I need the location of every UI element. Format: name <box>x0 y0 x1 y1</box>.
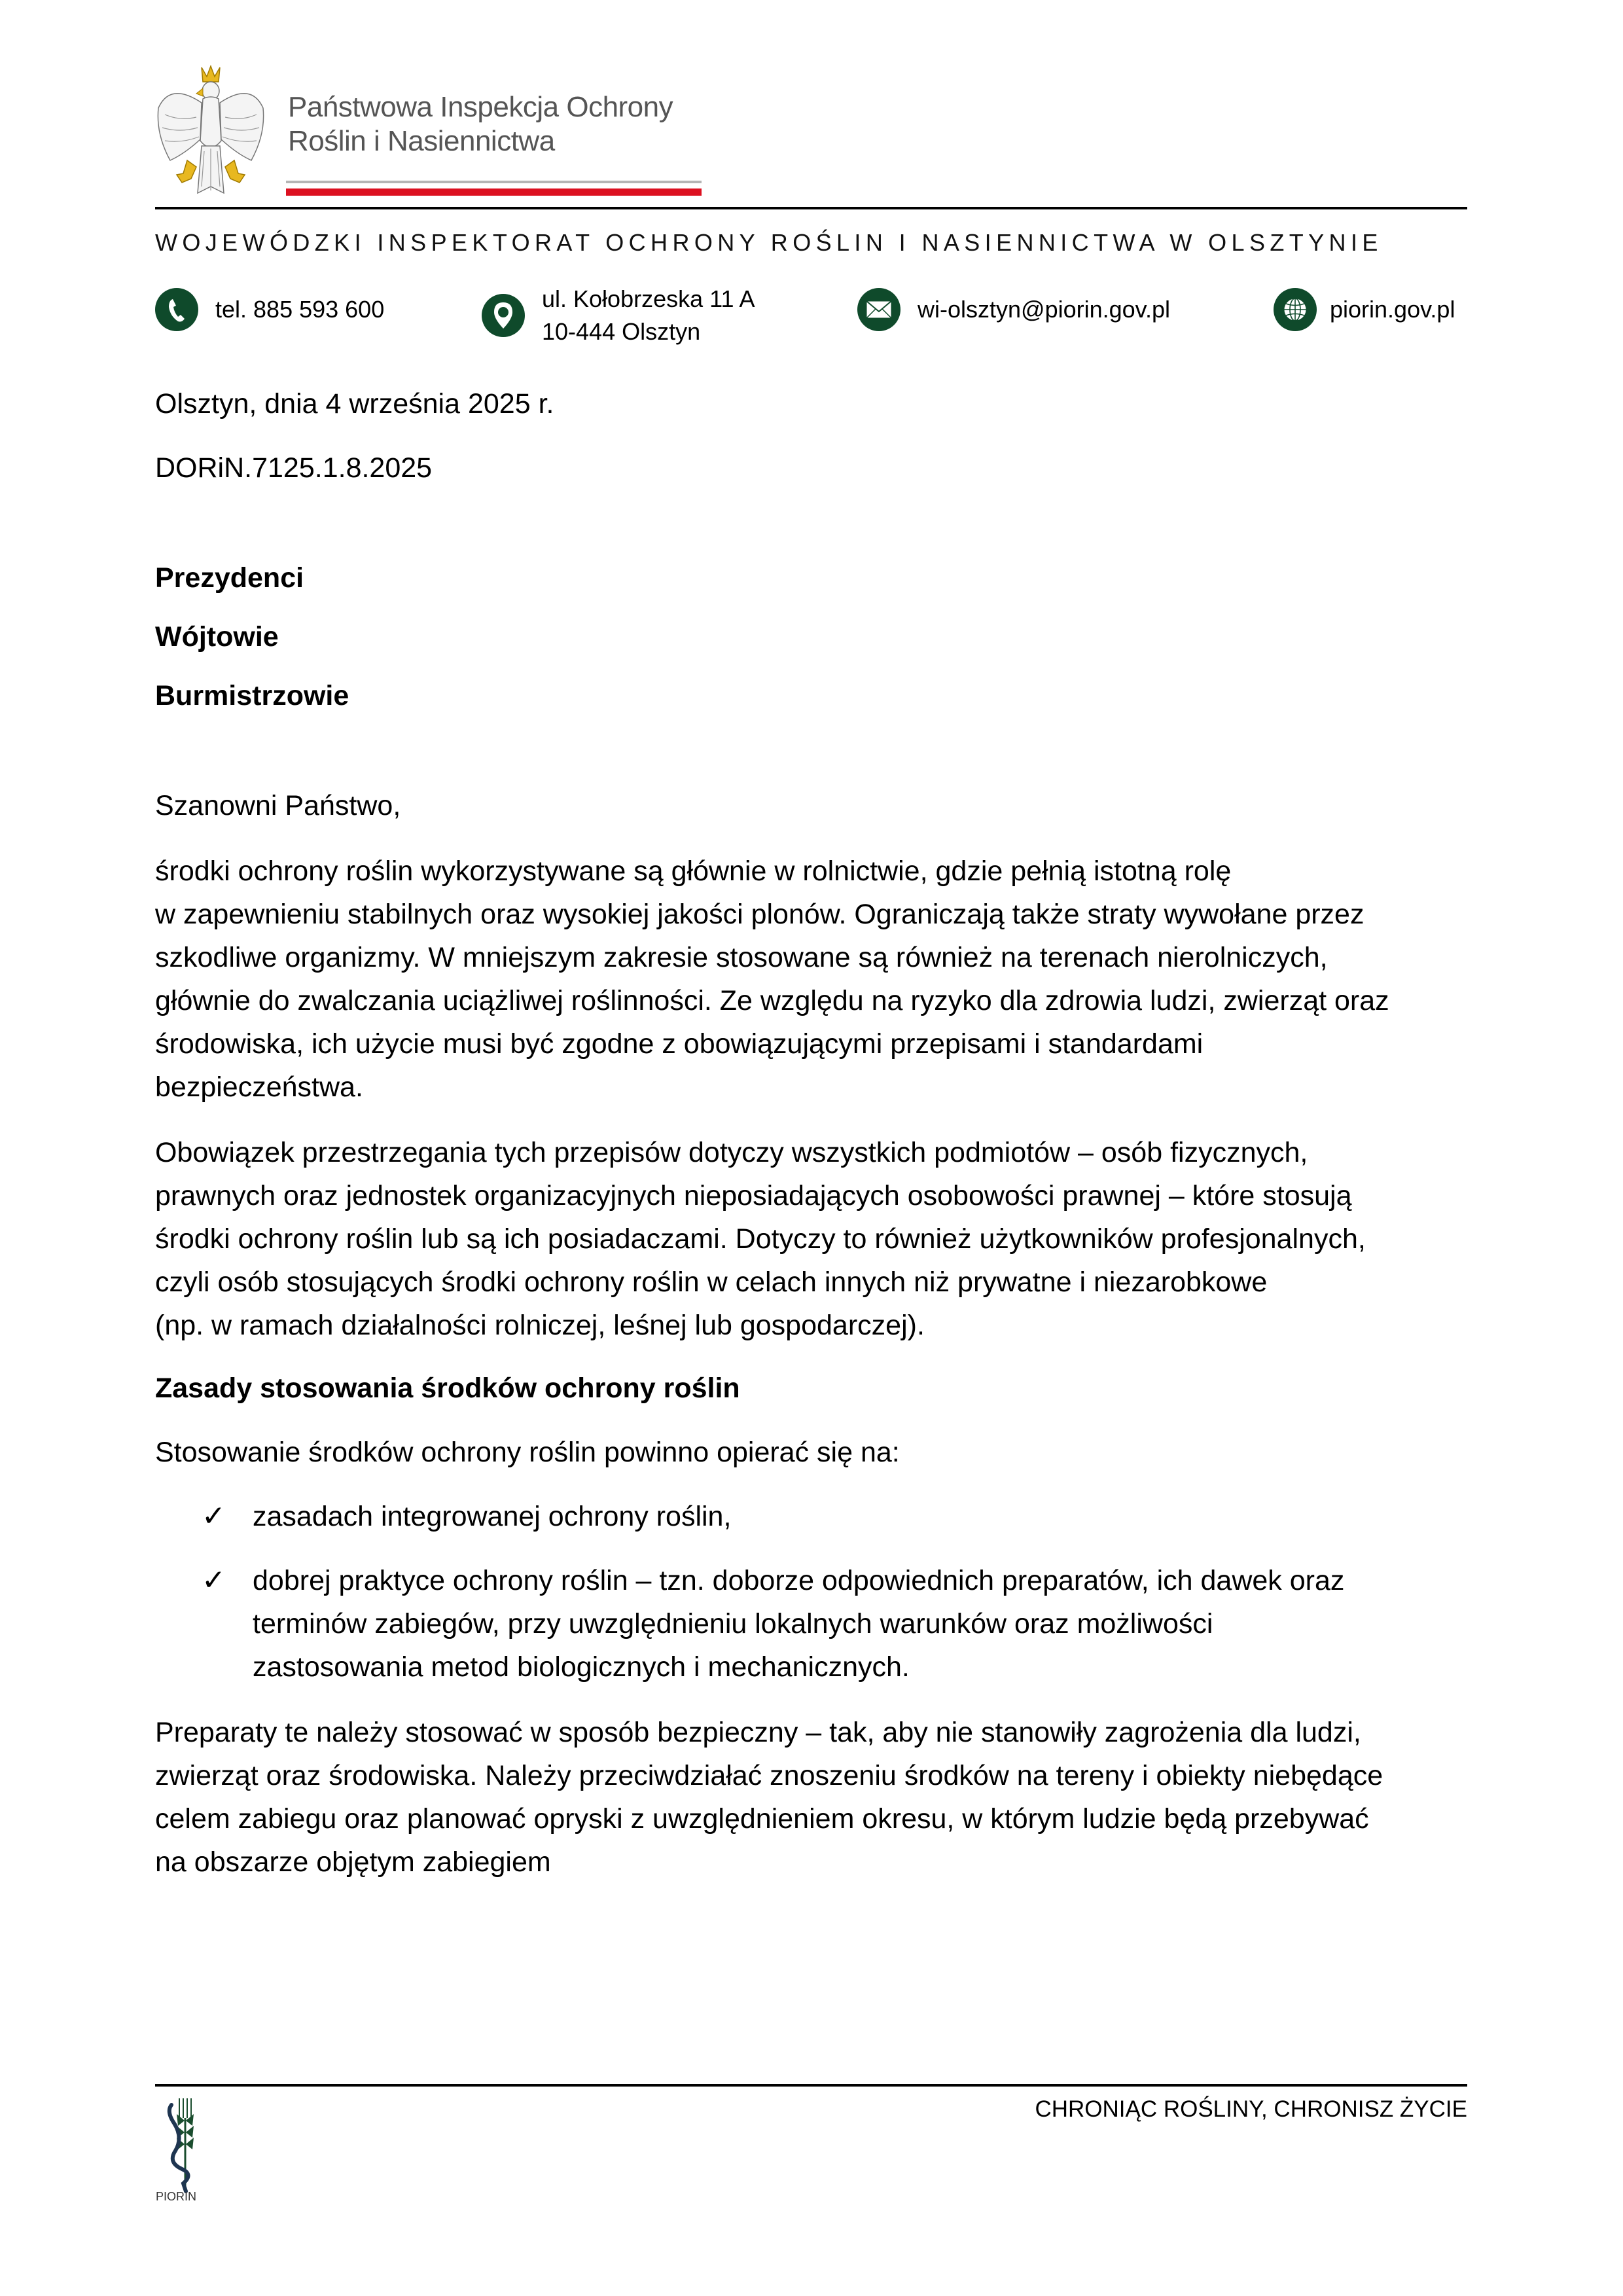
paragraph-line: prawnych oraz jednostek organizacyjnych nieposiadających osobowości prawnej – które stosują <box>155 1180 1352 1211</box>
reference-number: DORiN.7125.1.8.2025 <box>155 452 433 484</box>
place-and-date: Olsztyn, dnia 4 września 2025 r. <box>155 388 554 420</box>
website-link[interactable]: piorin.gov.pl <box>1330 296 1455 323</box>
organization-name-line1: Państwowa Inspekcja Ochrony <box>288 91 673 123</box>
paragraph-line: celem zabiegu oraz planować opryski z uwzględnieniem okresu, w którym ludzie będą przebywać <box>155 1803 1369 1835</box>
paragraph-line: zwierząt oraz środowiska. Należy przeciwdziałać znoszeniu środków na tereny i obiekty niebędące <box>155 1760 1383 1791</box>
list-item-continuation: zastosowania metod biologicznych i mechanicznych. <box>253 1651 910 1683</box>
contact-address <box>482 283 755 348</box>
checkmark-icon: ✓ <box>202 1500 226 1532</box>
paragraph-line: głównie do zwalczania uciążliwej roślinności. Ze względu na ryzyko dla zdrowia ludzi, zwierząt oraz <box>155 985 1389 1016</box>
organization-name-line2: Roślin i Nasiennictwa <box>288 125 555 157</box>
list-item: zasadach integrowanej ochrony roślin, <box>253 1501 732 1532</box>
address <box>542 283 755 348</box>
addressee-burgomasters: Burmistrzowie <box>155 680 349 711</box>
paragraph-line: (np. w ramach działalności rolniczej, leśnej lub gospodarczej). <box>155 1310 925 1341</box>
paragraph-line: środki ochrony roślin lub są ich posiadaczami. Dotyczy to również użytkowników profesjonalnych, <box>155 1223 1366 1255</box>
list-item: dobrej praktyce ochrony roślin – tzn. doborze odpowiednich preparatów, ich dawek oraz <box>253 1565 1345 1596</box>
paragraph-line: Preparaty te należy stosować w sposób bezpieczny – tak, aby nie stanowiły zagrożenia dla ludzi, <box>155 1717 1361 1748</box>
paragraph-line: na obszarze objętym zabiegiem <box>155 1846 551 1878</box>
email-link[interactable]: wi-olsztyn@piorin.gov.pl <box>918 296 1171 323</box>
contact-phone <box>155 288 384 331</box>
salutation: Szanowni Państwo, <box>155 790 401 821</box>
organization-name <box>288 90 673 158</box>
address-street: ul. Kołobrzeska 11 A <box>542 285 755 312</box>
phone-number[interactable]: tel. 885 593 600 <box>215 296 385 323</box>
paragraph-line: środki ochrony roślin wykorzystywane są głównie w rolnictwie, gdzie pełnią istotną rolę <box>155 855 1232 887</box>
header-divider <box>155 207 1467 209</box>
paragraph-line: szkodliwe organizmy. W mniejszym zakresie stosowane są również na terenach nierolniczych, <box>155 942 1328 973</box>
addressee-presidents: Prezydenci <box>155 562 304 594</box>
flag-stripe-white <box>286 181 702 183</box>
paragraph-line: Obowiązek przestrzegania tych przepisów dotyczy wszystkich podmiotów – osób fizycznych, <box>155 1137 1308 1168</box>
mail-icon <box>857 288 901 331</box>
footer-divider <box>155 2084 1467 2087</box>
flag-stripe-red <box>286 188 702 196</box>
paragraph-line: bezpieczeństwa. <box>155 1071 363 1103</box>
address-city: 10-444 Olsztyn <box>542 318 701 345</box>
checkmark-icon: ✓ <box>202 1564 226 1596</box>
contact-website <box>1274 288 1455 331</box>
paragraph-line: środowiska, ich użycie musi być zgodne z obowiązującymi przepisami i standardami <box>155 1028 1204 1060</box>
addressee-mayors-wojt: Wójtowie <box>155 621 279 653</box>
inspectorate-name: WOJEWÓDZKI INSPEKTORAT OCHRONY ROŚLIN I NASIENNICTWA W OLSZTYNIE <box>155 229 1383 256</box>
section-heading: Zasady stosowania środków ochrony roślin <box>155 1372 740 1404</box>
location-pin-icon <box>482 294 525 337</box>
phone-icon <box>155 288 198 331</box>
paragraph-line: czyli osób stosujących środki ochrony roślin w celach innych niż prywatne i niezarobkowe <box>155 1266 1268 1298</box>
piorin-logo-text: PIORIN <box>156 2190 197 2203</box>
list-item-continuation: terminów zabiegów, przy uwzględnieniu lokalnych warunków oraz możliwości <box>253 1608 1213 1640</box>
footer-slogan: CHRONIĄC ROŚLINY, CHRONISZ ŻYCIE <box>1035 2096 1467 2122</box>
paragraph-line: w zapewnieniu stabilnych oraz wysokiej jakości plonów. Ograniczają także straty wywołane przez <box>155 899 1364 930</box>
contact-email <box>857 288 1170 331</box>
globe-icon <box>1274 288 1317 331</box>
list-intro: Stosowanie środków ochrony roślin powinno opierać się na: <box>155 1437 900 1468</box>
polish-eagle-emblem-icon <box>151 62 272 200</box>
piorin-logo-icon <box>152 2092 211 2203</box>
